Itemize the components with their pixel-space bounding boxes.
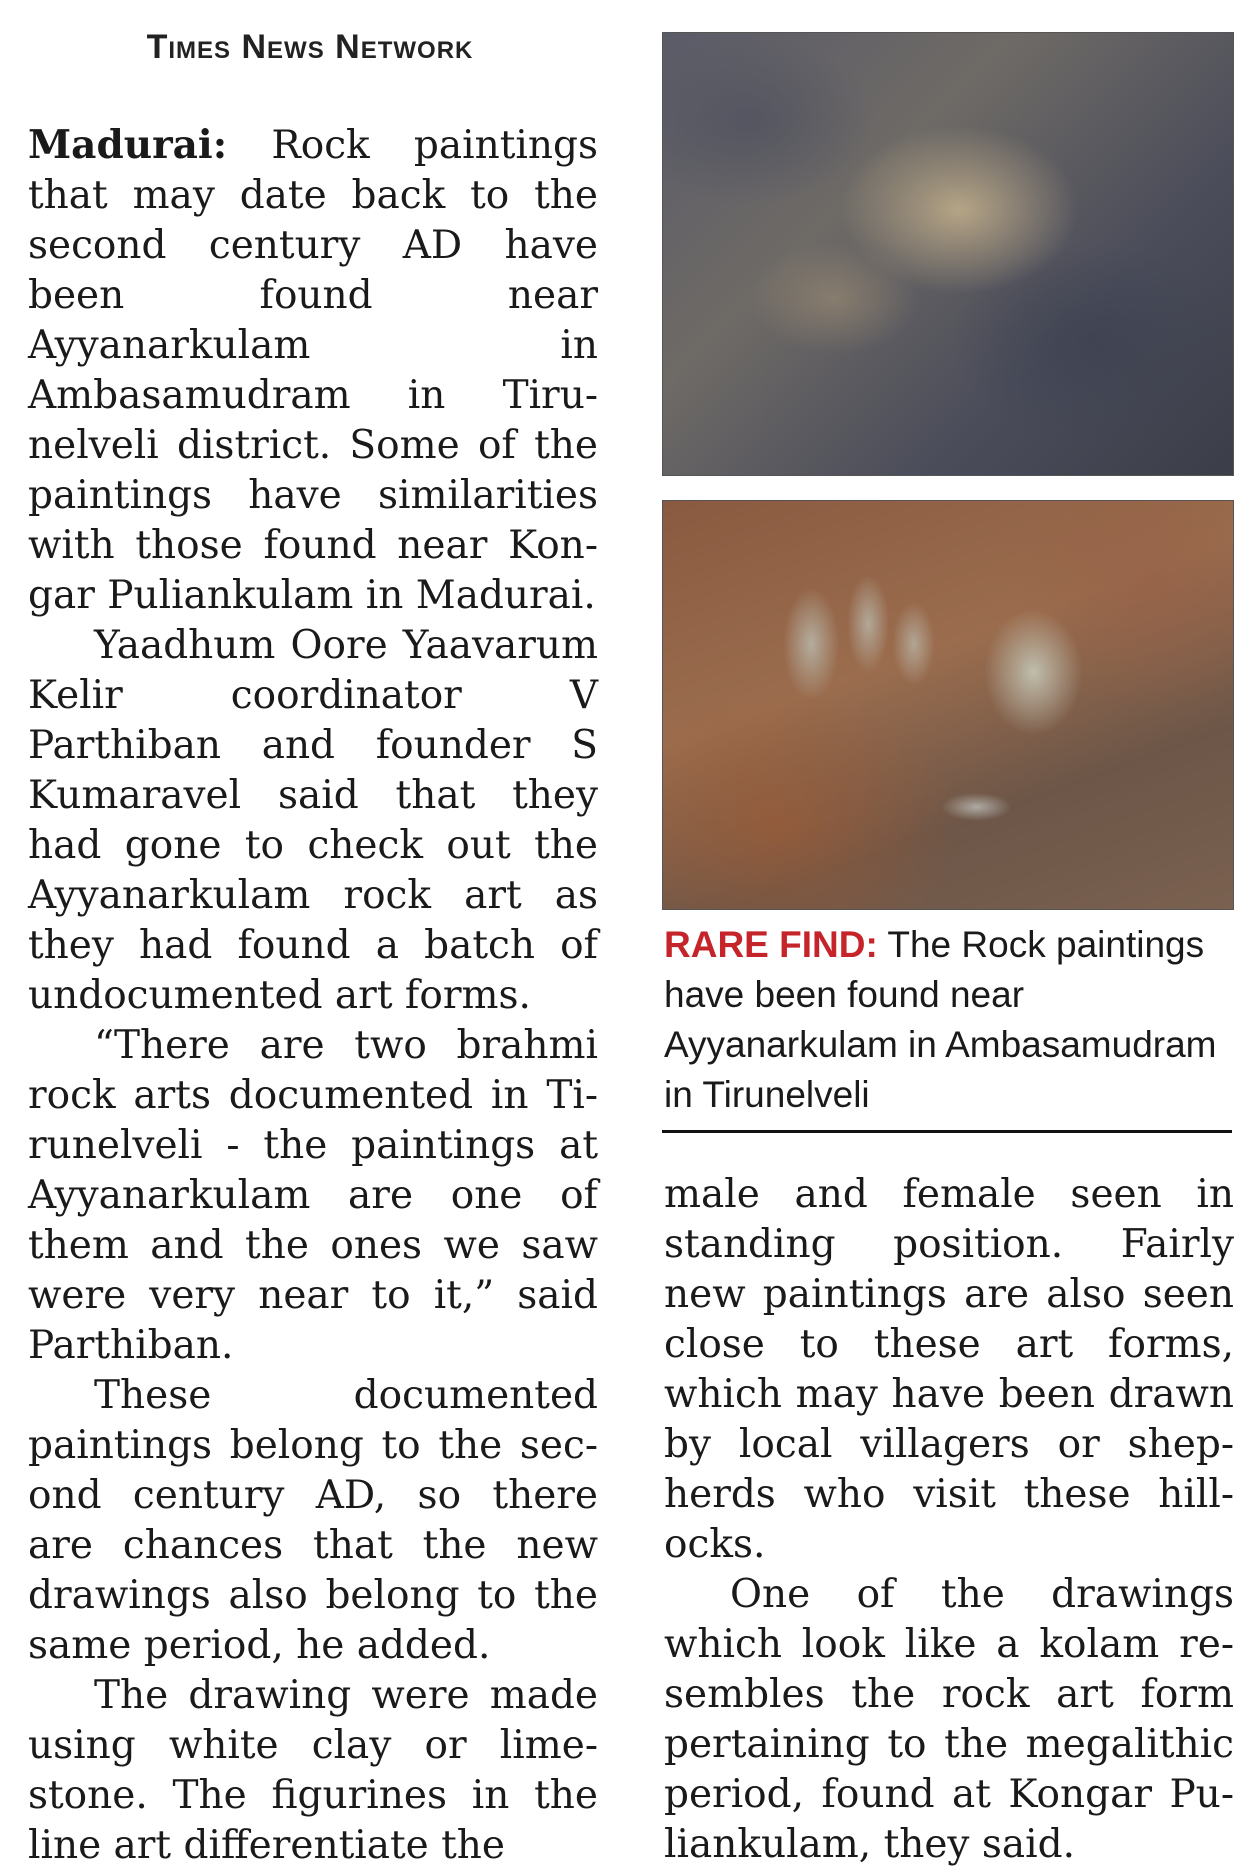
article-paragraph: Yaadhum Oore Yaavarum Kelir coordinator V Parthiban and founder S Kumaravel said that they had gone to check out the Ayyanarkulam rock art as they had found a batch of undocumented art forms.: [28, 623, 598, 1018]
article-column-right: [664, 1170, 1234, 1867]
article-paragraph: The drawing were made using white clay or limestone. The figurines in the line art differentiate the: [28, 1673, 598, 1868]
article-paragraph: “There are two brahmi rock arts documented in Tirunelveli - the paintings at Ayyanarkulam are one of them and the ones we saw were very near to it,” said Parthiban.: [28, 1023, 598, 1368]
rock-painting-photo-top: [662, 32, 1234, 476]
article-paragraph: male and female seen in standing position. Fairly new paintings are also seen close to these art forms, which may have been drawn by local villagers or shepherds who visit these hillocks.: [664, 1172, 1234, 1567]
article-paragraph: One of the drawings which look like a kolam resembles the rock art form pertaining to the megalithic period, found at Kongar Puliankulam, they said.: [664, 1572, 1234, 1867]
article-column-left: [28, 120, 598, 1868]
article-paragraph: These documented paintings belong to the second century AD, so there are chances that the new drawings also belong to the same period, he added.: [28, 1373, 598, 1668]
rock-painting-photo-bottom: [662, 500, 1234, 910]
caption-divider: [662, 1130, 1232, 1133]
dateline: Madurai:: [28, 122, 228, 168]
caption-lead: RARE FIND:: [664, 924, 878, 965]
paragraph-text: Rock paintings that may date back to the second century AD have been found near Ayyanarkulam in Ambasamudram in Tirunelveli district. Some of the paintings have similarities with those found near Kongar Puliankulam in Madurai.: [28, 123, 598, 618]
article-paragraph: [28, 120, 598, 621]
photo-caption: [664, 920, 1234, 1120]
caption-text: The Rock paintings have been found near Ayyanarkulam in Ambasamudram in Tirunelveli: [664, 924, 1217, 1115]
byline: Times News Network: [146, 28, 474, 66]
